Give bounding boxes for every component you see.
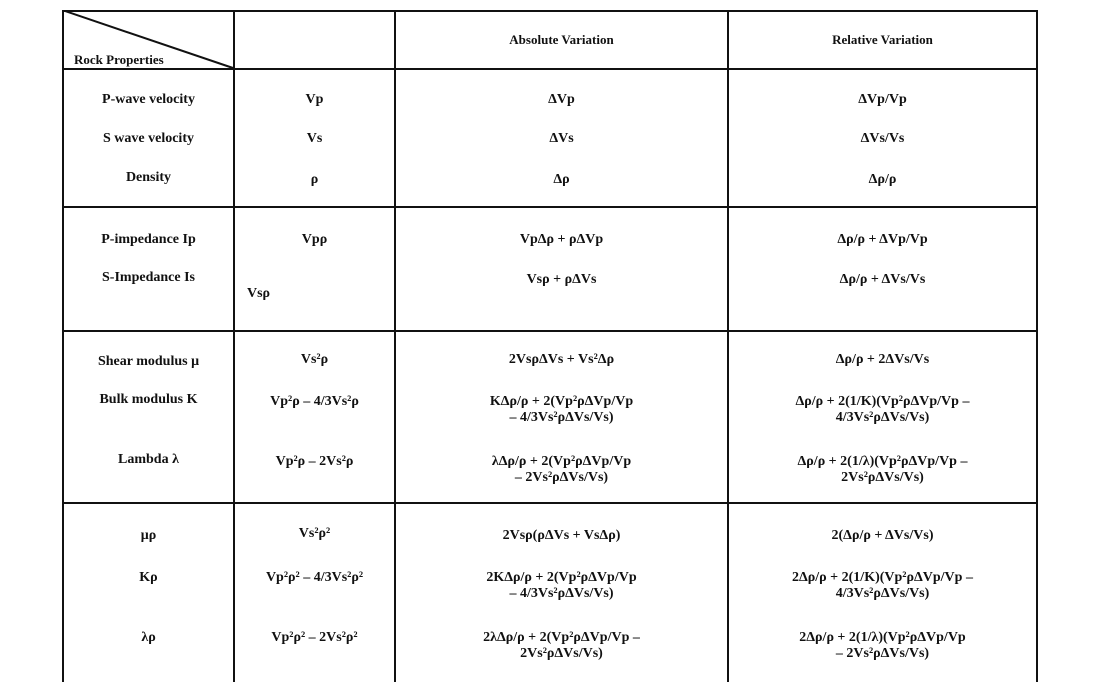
relative-density: Δρ/ρ [868, 172, 897, 187]
relative-p-impedance: Δρ/ρ + ΔVp/Vp [837, 232, 928, 247]
property-lambda: Lambda λ [118, 452, 179, 467]
absolute-s-wave-velocity: ΔVs [549, 131, 574, 146]
relative-s-wave-velocity: ΔVs/Vs [860, 131, 905, 146]
symbol-k-rho: Vp²ρ² – 4/3Vs²ρ² [265, 570, 364, 585]
absolute-shear-modulus: 2VsρΔVs + Vs²Δρ [508, 352, 615, 367]
symbol-lambda: Vp²ρ – 2Vs²ρ [275, 454, 354, 469]
symbol-density: ρ [310, 172, 319, 187]
group-divider-2 [62, 330, 1038, 332]
relative-k-rho: 2Δρ/ρ + 2(1/K)(Vp²ρΔVp/Vp – 4/3Vs²ρΔVs/Vs) [792, 570, 973, 601]
property-shear-modulus: Shear modulus μ [97, 354, 200, 369]
property-s-impedance: S-Impedance Is [102, 270, 195, 285]
absolute-bulk-modulus: KΔρ/ρ + 2(Vp²ρΔVp/Vp – 4/3Vs²ρΔVs/Vs) [489, 394, 634, 425]
absolute-mu-rho: 2Vsρ(ρΔVs + VsΔρ) [502, 528, 621, 543]
property-p-wave-velocity: P-wave velocity [102, 92, 195, 107]
absolute-p-impedance: VpΔρ + ρΔVp [519, 232, 604, 247]
absolute-lambda-rho: 2λΔρ/ρ + 2(Vp²ρΔVp/Vp – 2Vs²ρΔVs/Vs) [483, 630, 640, 661]
absolute-k-rho: 2KΔρ/ρ + 2(Vp²ρΔVp/Vp – 4/3Vs²ρΔVs/Vs) [486, 570, 637, 601]
symbol-shear-modulus: Vs²ρ [300, 352, 329, 367]
property-bulk-modulus: Bulk modulus K [99, 392, 198, 407]
relative-bulk-modulus: Δρ/ρ + 2(1/K)(Vp²ρΔVp/Vp – 4/3Vs²ρΔVs/Vs) [795, 394, 970, 425]
symbol-p-wave-velocity: Vp [305, 92, 324, 107]
symbol-lambda-rho: Vp²ρ² – 2Vs²ρ² [271, 630, 358, 645]
property-density: Density [125, 170, 172, 185]
absolute-density: Δρ [553, 172, 570, 187]
symbol-s-wave-velocity: Vs [306, 131, 323, 146]
rock-properties-table [62, 10, 1038, 682]
property-lambda-rho: λρ [141, 630, 156, 645]
property-s-wave-velocity: S wave velocity [103, 131, 194, 146]
relative-s-impedance: Δρ/ρ + ΔVs/Vs [839, 272, 926, 287]
relative-mu-rho: 2(Δρ/ρ + ΔVs/Vs) [831, 528, 934, 543]
header-rock-properties: Rock Properties [74, 52, 164, 67]
symbol-p-impedance: Vpρ [301, 232, 328, 247]
header-absolute-variation: Absolute Variation [509, 32, 614, 47]
relative-p-wave-velocity: ΔVp/Vp [858, 92, 907, 107]
group-divider-3 [62, 502, 1038, 504]
group-divider-1 [62, 206, 1038, 208]
relative-shear-modulus: Δρ/ρ + 2ΔVs/Vs [835, 352, 930, 367]
property-mu-rho: μρ [140, 528, 157, 543]
relative-lambda: Δρ/ρ + 2(1/λ)(Vp²ρΔVp/Vp – 2Vs²ρΔVs/Vs) [797, 454, 968, 485]
absolute-s-impedance: Vsρ + ρΔVs [526, 272, 597, 287]
property-p-impedance: P-impedance Ip [101, 232, 196, 247]
absolute-p-wave-velocity: ΔVp [548, 92, 575, 107]
absolute-lambda: λΔρ/ρ + 2(Vp²ρΔVp/Vp – 2Vs²ρΔVs/Vs) [491, 454, 632, 485]
symbol-s-impedance: Vsρ [247, 286, 271, 301]
header-relative-variation: Relative Variation [832, 32, 933, 47]
symbol-mu-rho: Vs²ρ² [298, 526, 331, 541]
symbol-bulk-modulus: Vp²ρ – 4/3Vs²ρ [270, 394, 359, 409]
relative-lambda-rho: 2Δρ/ρ + 2(1/λ)(Vp²ρΔVp/Vp – 2Vs²ρΔVs/Vs) [799, 630, 966, 661]
property-k-rho: Kρ [139, 570, 158, 585]
table-right-border [1036, 10, 1038, 682]
